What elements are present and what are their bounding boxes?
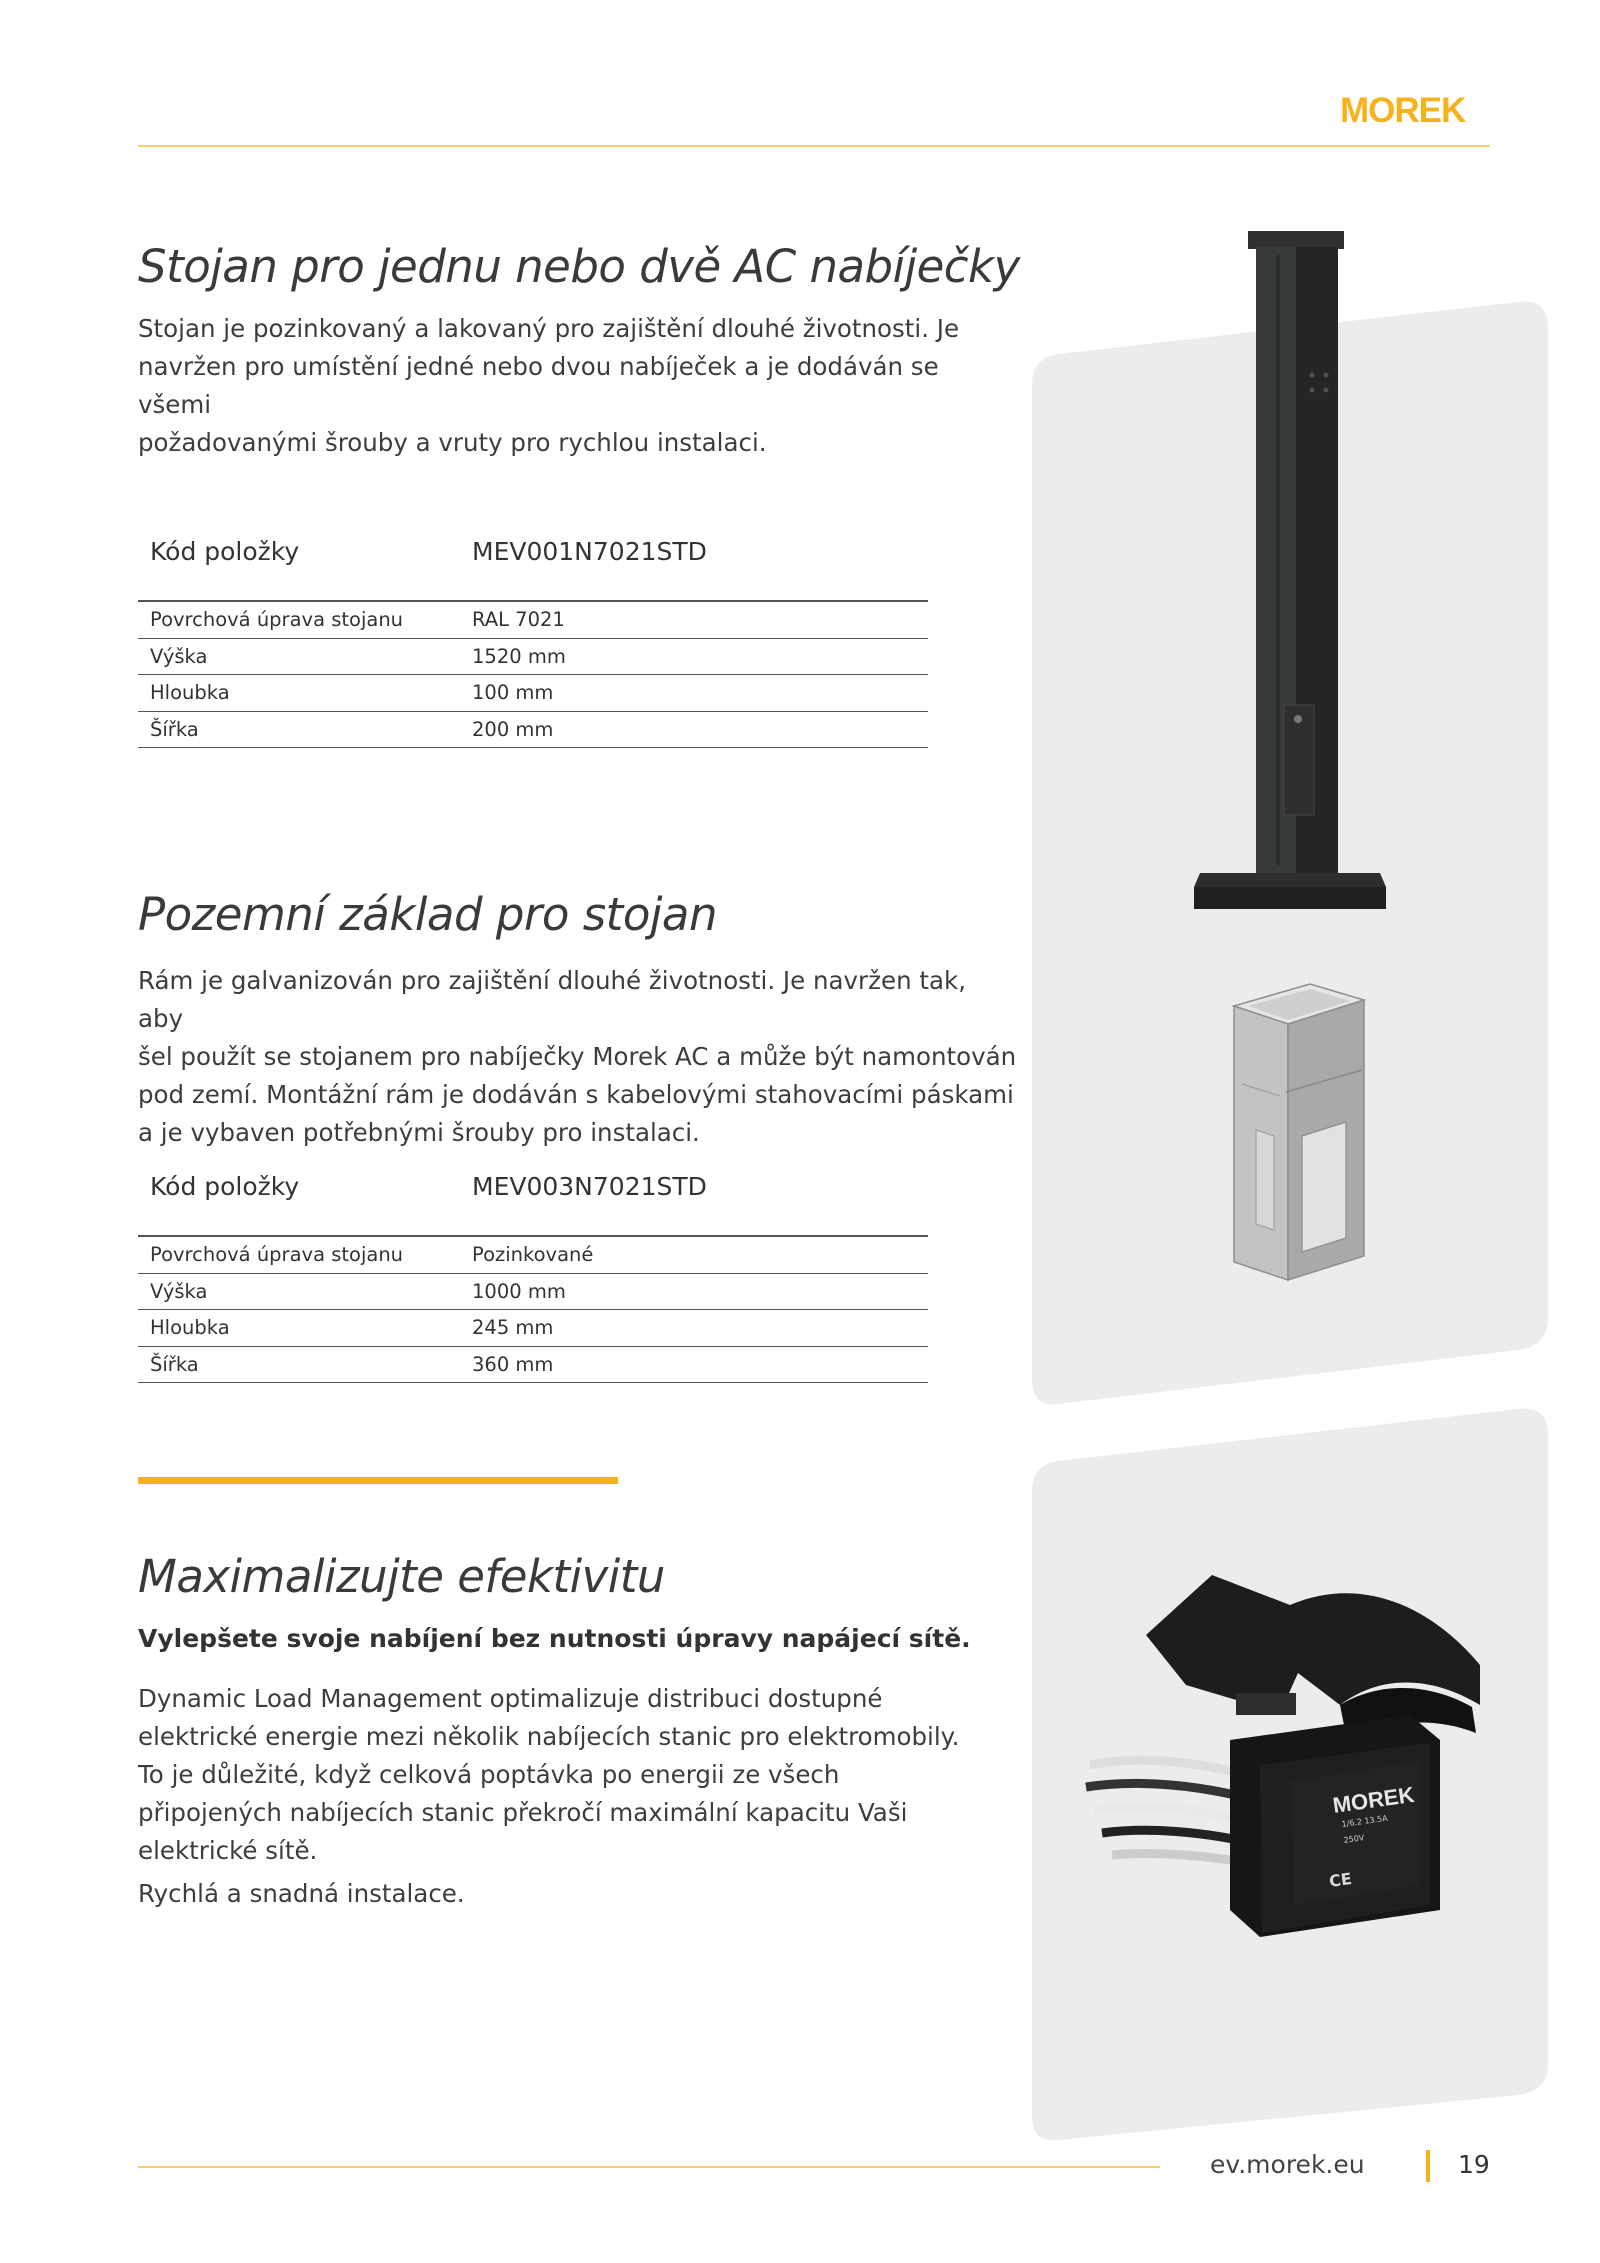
table-row: [138, 712, 928, 749]
row-value: 100 mm: [472, 681, 554, 705]
section1-description-line: navržen pro umístění jedné nebo dvou nabíječek a je dodáván se všemi: [138, 352, 939, 419]
row-label: Šířka: [150, 1352, 199, 1376]
item-code-label: Kód položky: [150, 1171, 300, 1201]
clamp-ce-mark: CE: [1327, 1868, 1354, 1891]
current-clamp-image: [1080, 1565, 1490, 1965]
item-code-value: MEV003N7021STD: [472, 1171, 707, 1201]
table-row: [138, 675, 928, 712]
ground-base-image: [1220, 980, 1380, 1290]
section3-subtitle: Vylepšete svoje nabíjení bez nutnosti úpravy napájecí sítě.: [138, 1624, 971, 1653]
section3-description-line: Dynamic Load Management optimalizuje distribuci dostupné: [138, 1684, 883, 1713]
item-code-row: [138, 1155, 928, 1217]
clamp-brand: MOREK: [1331, 1781, 1416, 1818]
row-value: 360 mm: [472, 1352, 554, 1376]
section2-description-line: a je vybaven potřebnými šrouby pro instalaci.: [138, 1118, 700, 1147]
item-code-row: [138, 520, 928, 582]
section3-extra-line: Rychlá a snadná instalace.: [138, 1879, 465, 1908]
section2-description-line: Rám je galvanizován pro zajištění dlouhé životnosti. Je navržen tak, aby: [138, 966, 966, 1033]
row-value: 1000 mm: [472, 1279, 566, 1303]
footer-url[interactable]: ev.morek.eu: [1210, 2150, 1365, 2179]
page-number: 19: [1458, 2150, 1490, 2179]
row-value: 245 mm: [472, 1316, 554, 1340]
section1-description-line: požadovanými šrouby a vruty pro rychlou instalaci.: [138, 428, 767, 457]
clamp-voltage: 250V: [1343, 1833, 1365, 1845]
logo-text: MOREK: [1340, 91, 1466, 130]
row-label: Povrchová úprava stojanu: [150, 608, 404, 632]
section3-description-line: elektrické energie mezi několik nabíjecích stanic pro elektromobily.: [138, 1722, 960, 1751]
section1-description: [138, 310, 1018, 462]
section2-description: [138, 962, 1018, 1152]
row-value: RAL 7021: [472, 608, 565, 632]
section3-description-line: elektrické sítě.: [138, 1836, 318, 1865]
header-rule: [138, 145, 1490, 147]
table-row: [138, 1274, 928, 1311]
section1-title: Stojan pro jednu nebo dvě AC nabíječky: [138, 240, 1020, 293]
footer-rule: [138, 2166, 1160, 2168]
section2-description-line: pod zemí. Montážní rám je dodáván s kabelovými stahovacími páskami: [138, 1080, 1014, 1109]
row-label: Výška: [150, 1279, 208, 1303]
row-label: Výška: [150, 644, 208, 668]
row-value: 200 mm: [472, 717, 554, 741]
section2-title: Pozemní základ pro stojan: [138, 888, 717, 941]
table-row: [138, 1310, 928, 1347]
section2-spec-table: [138, 1155, 928, 1383]
charger-stand-image: [1180, 225, 1400, 925]
row-label: Povrchová úprava stojanu: [150, 1243, 404, 1267]
section3-description: [138, 1680, 1018, 1870]
section3-description-line: To je důležité, když celková poptávka po energii ze všech: [138, 1760, 840, 1789]
section3-title: Maximalizujte efektivitu: [138, 1550, 665, 1603]
table-row: [138, 1237, 928, 1274]
morek-logo: [1340, 90, 1486, 130]
section2-description-line: šel použít se stojanem pro nabíječky Morek AC a může být namontován: [138, 1042, 1017, 1071]
item-code-value: MEV001N7021STD: [472, 536, 707, 566]
item-code-label: Kód položky: [150, 536, 300, 566]
footer-separator: [1426, 2150, 1430, 2182]
row-value: 1520 mm: [472, 644, 566, 668]
table-row: [138, 1347, 928, 1384]
section-divider: [138, 1477, 618, 1484]
row-value: Pozinkované: [472, 1243, 594, 1267]
table-row: [138, 639, 928, 676]
row-label: Hloubka: [150, 681, 230, 705]
clamp-rating: 1/6.2 13.5A: [1341, 1813, 1389, 1829]
section3-description-line: připojených nabíjecích stanic překročí maximální kapacitu Vaši: [138, 1798, 908, 1827]
row-label: Šířka: [150, 717, 199, 741]
section1-spec-table: [138, 520, 928, 748]
row-label: Hloubka: [150, 1316, 230, 1340]
section1-description-line: Stojan je pozinkovaný a lakovaný pro zajištění dlouhé životnosti. Je: [138, 314, 960, 343]
table-row: [138, 602, 928, 639]
